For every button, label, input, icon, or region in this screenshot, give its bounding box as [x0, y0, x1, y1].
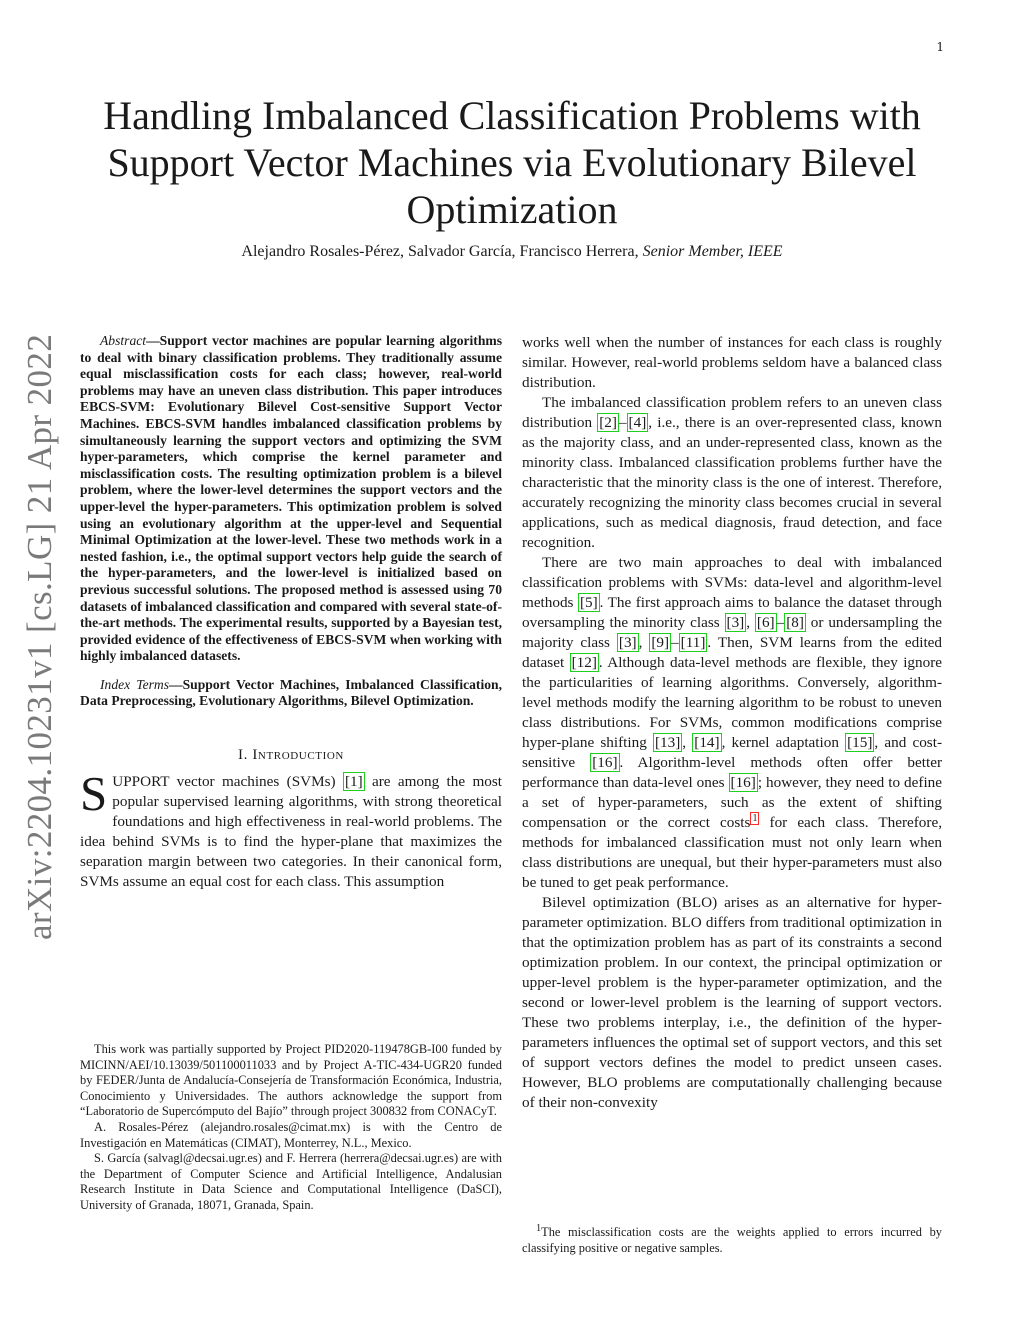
index-terms: [80, 677, 502, 710]
footnote-text: The misclassification costs are the weights applied to errors incurred by classifying positive or negative samples.: [522, 1225, 942, 1255]
citation-link[interactable]: [16]: [730, 774, 756, 791]
intro-paragraph-1: [80, 766, 502, 892]
footnote-mark: 1: [536, 1223, 542, 1234]
intro-rest: are among the most popular supervised learning algorithms, with strong theoretical foundations and high effectiveness in real-world problems. The idea behind SVMs is to find the hyper-plane that maximizes the separation margin between two categories. In their canonical form, SVMs assume an equal cost for each class. This assumption: [80, 773, 502, 891]
citation-link[interactable]: [3]: [726, 614, 745, 631]
section-heading: [80, 747, 502, 764]
text-span: . Algorithm-level methods often offer better performance than data-level ones: [522, 754, 942, 791]
citation-link[interactable]: [3]: [618, 634, 637, 651]
footnote-marker-link[interactable]: 1: [752, 812, 758, 824]
abstract-text: —Support vector machines are popular learning algorithms to deal with binary classification problems. They traditionally assume equal misclassification costs for each class; however, real-world problems may have an uneven class distribution. This paper introduces EBCS-SVM: Evolutionary Bilevel Cost-sensitive Support Vector Machines. EBCS-SVM handles imbalanced classification problems by simultaneously learning the support vectors and optimizing the SVM hyper-parameters, which comprise the kernel parameter and misclassification costs. The resulting optimization problem is a bilevel problem, where the lower-level determines the support vectors and the upper-level the hyper-parameters. This optimization problem is solved using an evolutionary algorithm at the upper-level and Sequential Minimal Optimization at the lower-level. These two methods work in a nested fashion, i.e., the optimal support vectors help guide the search of the hyper-parameters, and the lower-level is initialized based on previous successful solutions. The proposed method is assessed using 70 datasets of imbalanced classification and compared with several state-of-the-art methods. The experimental results, supported by a Bayesian test, provided evidence of the effectiveness of EBCS-SVM when working with highly imbalanced datasets.: [80, 333, 502, 664]
author-line: [90, 243, 934, 261]
text-span: . Although data-level methods are flexible, they ignore the particularities of learning algorithms. Conversely, algorithm-level methods modify the learning algorithm to be robust to uneven class distributions. For SVMs, common modifications comprise hyper-plane shifting: [522, 654, 943, 751]
footnote-affiliation-2: S. García (salvagl@decsai.ugr.es) and F. Herrera (herrera@decsai.ugr.es) are with the Department of Computer Science and Artificial Intelligence, Andalusian Research Institute in Data Science and Computational Intelligence (DaSCI), University of Granada, 18071, Granada, Spain.: [80, 1151, 502, 1212]
citation-link[interactable]: [1]: [344, 773, 363, 791]
text-span: . Then, SVM learns from the edited dataset: [522, 634, 943, 671]
text-span: , and cost-sensitive: [522, 734, 942, 771]
citation-link[interactable]: [12]: [571, 654, 597, 671]
right-paragraph-2: [522, 393, 942, 553]
text-span: . The first approach aims to balance the dataset through oversampling the minority class: [522, 594, 942, 631]
citation-link[interactable]: [4]: [628, 414, 647, 431]
citation-link[interactable]: [13]: [654, 734, 681, 751]
text-span: There are two main approaches to deal with imbalanced classification problems with SVMs: data-level and algorithm-level methods: [522, 554, 942, 611]
funding-footnotes: [80, 1042, 502, 1214]
text-span: –: [776, 614, 785, 631]
citation-link[interactable]: [11]: [680, 634, 706, 651]
text-span: or undersampling the majority class: [522, 614, 942, 651]
page-number: 1: [936, 40, 944, 54]
citation-link[interactable]: [8]: [786, 614, 804, 631]
citation-link[interactable]: [15]: [847, 734, 873, 751]
arxiv-watermark: arXiv:2204.10231v1 [cs.LG] 21 Apr 2022: [20, 333, 59, 940]
intro-lead: UPPORT vector machines (SVMs): [112, 773, 343, 791]
right-paragraph-1: works well when the number of instances for each class is roughly similar. However, real-world problems seldom have a balanced class distribution.: [522, 334, 942, 391]
text-span: ,: [682, 734, 693, 751]
paper-title: Handling Imbalanced Classification Problems with Support Vector Machines via Evolutionary Bilevel Optimization: [103, 93, 921, 232]
footnote-funding: This work was partially supported by Project PID2020-119478GB-I00 funded by MICINN/AEI/10.13039/501100011033 and by Project A-TIC-434-UGR20 funded by FEDER/Junta de Andalucía-Consejería de Transformación Económica, Industria, Conocimiento y Universidades. The authors acknowledge the support from “Laboratorio de Supercómputo del Bajío” through project 300832 from CONACyT.: [80, 1042, 502, 1119]
text-span: , kernel adaptation: [721, 734, 846, 751]
text-span: ,: [746, 614, 755, 631]
section-title: Introduction: [252, 747, 344, 764]
citation-link[interactable]: [16]: [592, 754, 618, 771]
drop-cap: S: [80, 766, 108, 822]
section-number: I.: [238, 747, 253, 764]
abstract: [80, 333, 502, 665]
text-span: –: [671, 634, 679, 651]
text-span: ; however, they need to define a set of hyper-parameters, such as the extent of shifting compensation or the correct costs: [522, 774, 942, 831]
right-column: [522, 333, 942, 1113]
text-span: –: [618, 414, 627, 431]
right-paragraph-4: Bilevel optimization (BLO) arises as an alternative for hyper-parameter optimization. BLO differs from traditional optimization in that the optimization problem has as part of its constraints a second optimization problem. In our context, the principal optimization or upper-level problem is the hyper-parameter optimization, and the second or lower-level problem is the learning of support vectors. These two problems interplay, i.e., the definition of the hyper-parameters influences the optimal set of support vectors, and this set of support vectors defines the model to predict unseen cases. However, BLO problems are computationally challenging because of their non-convexity: [522, 894, 942, 1111]
costs-footnote: [522, 1221, 942, 1256]
costs-footnote-text: [522, 1221, 942, 1256]
index-terms-label: Index Terms: [100, 676, 170, 692]
right-paragraph-3: [522, 553, 942, 893]
text-span: for each class. Therefore, methods for imbalanced classification must not only learn when class distributions are unequal, but their hyper-parameters must also be tuned to get peak performance.: [522, 814, 943, 891]
abstract-label: Abstract: [100, 333, 147, 348]
footnote-affiliation-1: A. Rosales-Pérez (alejandro.rosales@cimat.mx) is with the Centro de Investigación en Matemáticas (CIMAT), Monterrey, N.L., Mexico.: [80, 1119, 502, 1150]
citation-link[interactable]: [14]: [694, 734, 720, 751]
citation-link[interactable]: [6]: [756, 614, 775, 631]
text-span: , i.e., there is an over-represented class, known as the majority class, and an under-represented class, known as the minority class. Imbalanced classification problems further have the characteristic that the minority class is the one of interest. Therefore, accurately recognizing the minority class becomes crucial in several applications, such as medical diagnosis, fraud detection, and face recognition.: [522, 414, 942, 551]
citation-link[interactable]: [9]: [651, 634, 670, 651]
citation-link[interactable]: [5]: [579, 594, 598, 611]
citation-link[interactable]: [2]: [599, 414, 617, 431]
text-span: ,: [638, 634, 650, 651]
index-terms-text: —Support Vector Machines, Imbalanced Classification, Data Preprocessing, Evolutionary Algorithms, Bilevel Optimization.: [80, 676, 502, 709]
author-names: Alejandro Rosales-Pérez, Salvador García, Francisco Herrera,: [241, 243, 643, 260]
text-span: The imbalanced classification problem refers to an uneven class distribution: [522, 394, 942, 431]
left-column: [80, 333, 502, 892]
author-membership: Senior Member, IEEE: [642, 243, 783, 260]
